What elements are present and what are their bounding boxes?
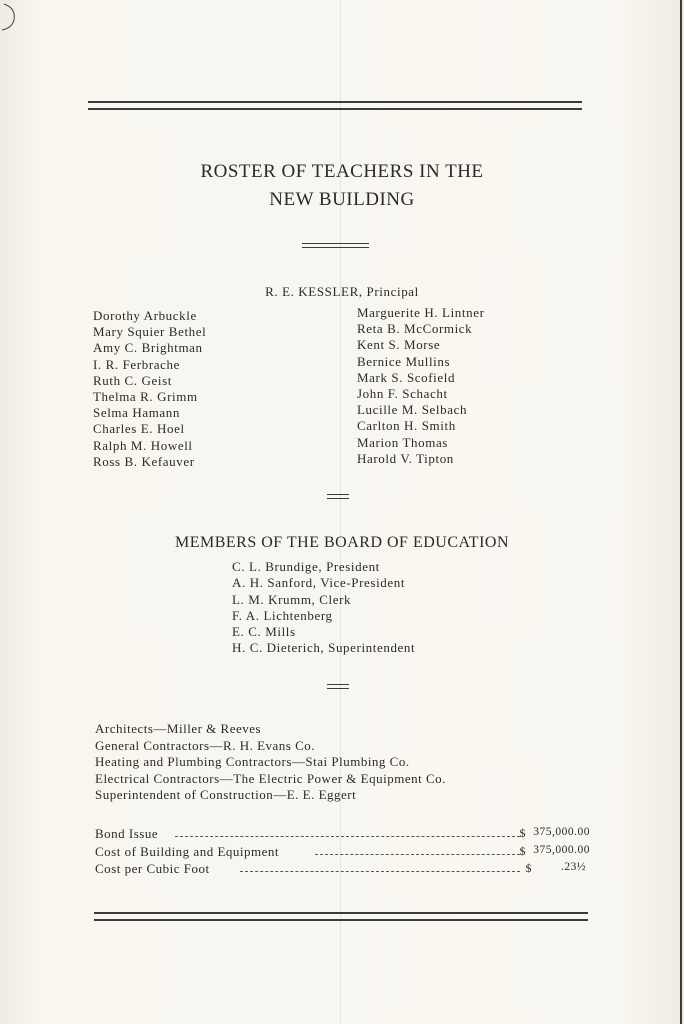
section-divider [327,684,349,689]
principal-line: R. E. KESSLER, Principal [265,284,419,299]
teacher-name: Harold V. Tipton [357,450,454,466]
board-member: L. M. Krumm, Clerk [232,591,352,607]
contractors-list [95,721,446,804]
teacher-name: Kent S. Morse [357,337,441,353]
contractor-line: Architects—Miller & Reeves [95,721,262,736]
contractor-line: General Contractors—R. H. Evans Co. [95,737,316,753]
teacher-name: Marion Thomas [357,434,448,450]
finance-value: .23½ [561,861,586,873]
title-divider [302,243,369,248]
teacher-name: Ralph M. Howell [93,437,193,453]
teacher-name: I. R. Ferbrache [93,356,180,372]
teacher-name: Carlton H. Smith [357,418,456,434]
board-member: C. L. Brundige, President [232,559,380,574]
corner-mark-icon [0,2,24,32]
finance-label: Bond Issue [95,826,159,841]
leader-dots [315,854,520,855]
page-title-line1: ROSTER OF TEACHERS IN THE [200,161,484,182]
teacher-name: Mary Squier Bethel [93,324,207,340]
teachers-right-column [357,305,485,467]
teachers-left-column [93,308,206,470]
bottom-double-rule [94,912,588,921]
contractor-line: Superintendent of Construction—E. E. Eggert [95,787,357,803]
teacher-name: John F. Schacht [357,386,448,402]
teacher-name: Ross B. Kefauver [93,453,195,469]
top-double-rule [88,101,582,110]
finance-currency: $ [519,844,526,858]
teacher-name: Amy C. Brightman [93,340,203,356]
board-member: H. C. Dieterich, Superintendent [232,640,416,656]
finance-label: Cost of Building and Equipment [95,844,279,859]
leader-dots [175,836,520,837]
finance-currency: $ [519,826,526,840]
board-member: E. C. Mills [232,624,296,640]
teacher-name: Bernice Mullins [357,353,451,369]
page-edge [680,0,682,1024]
finance-value: 375,000.00 [533,826,590,838]
finance-row [95,844,590,860]
board-section-title: MEMBERS OF THE BOARD OF EDUCATION [174,534,509,551]
teacher-name: Marguerite H. Lintner [357,305,485,320]
finance-value: 375,000.00 [533,844,590,856]
teacher-name: Selma Hamann [93,405,180,421]
page-title-line2: NEW BUILDING [269,189,415,210]
finance-currency: $ [525,861,532,875]
teacher-name: Lucille M. Selbach [357,402,468,418]
teacher-name: Dorothy Arbuckle [93,308,197,323]
teacher-name: Mark S. Scofield [357,369,456,385]
teacher-name: Charles E. Hoel [93,421,185,437]
teacher-name: Reta B. McCormick [357,321,473,337]
board-member: A. H. Sanford, Vice-President [232,575,406,591]
contractor-line: Heating and Plumbing Contractors—Stai Plumbing Co. [95,754,410,770]
finance-row [95,861,590,877]
finance-label: Cost per Cubic Foot [95,861,210,876]
finance-row [95,826,590,842]
board-member: F. A. Lichtenberg [232,607,333,623]
contractor-line: Electrical Contractors—The Electric Power & Equipment Co. [95,770,446,786]
leader-dots [240,871,520,872]
section-divider [327,494,349,499]
teacher-name: Thelma R. Grimm [93,389,198,405]
teacher-name: Ruth C. Geist [93,372,172,388]
board-members-list [232,559,415,657]
